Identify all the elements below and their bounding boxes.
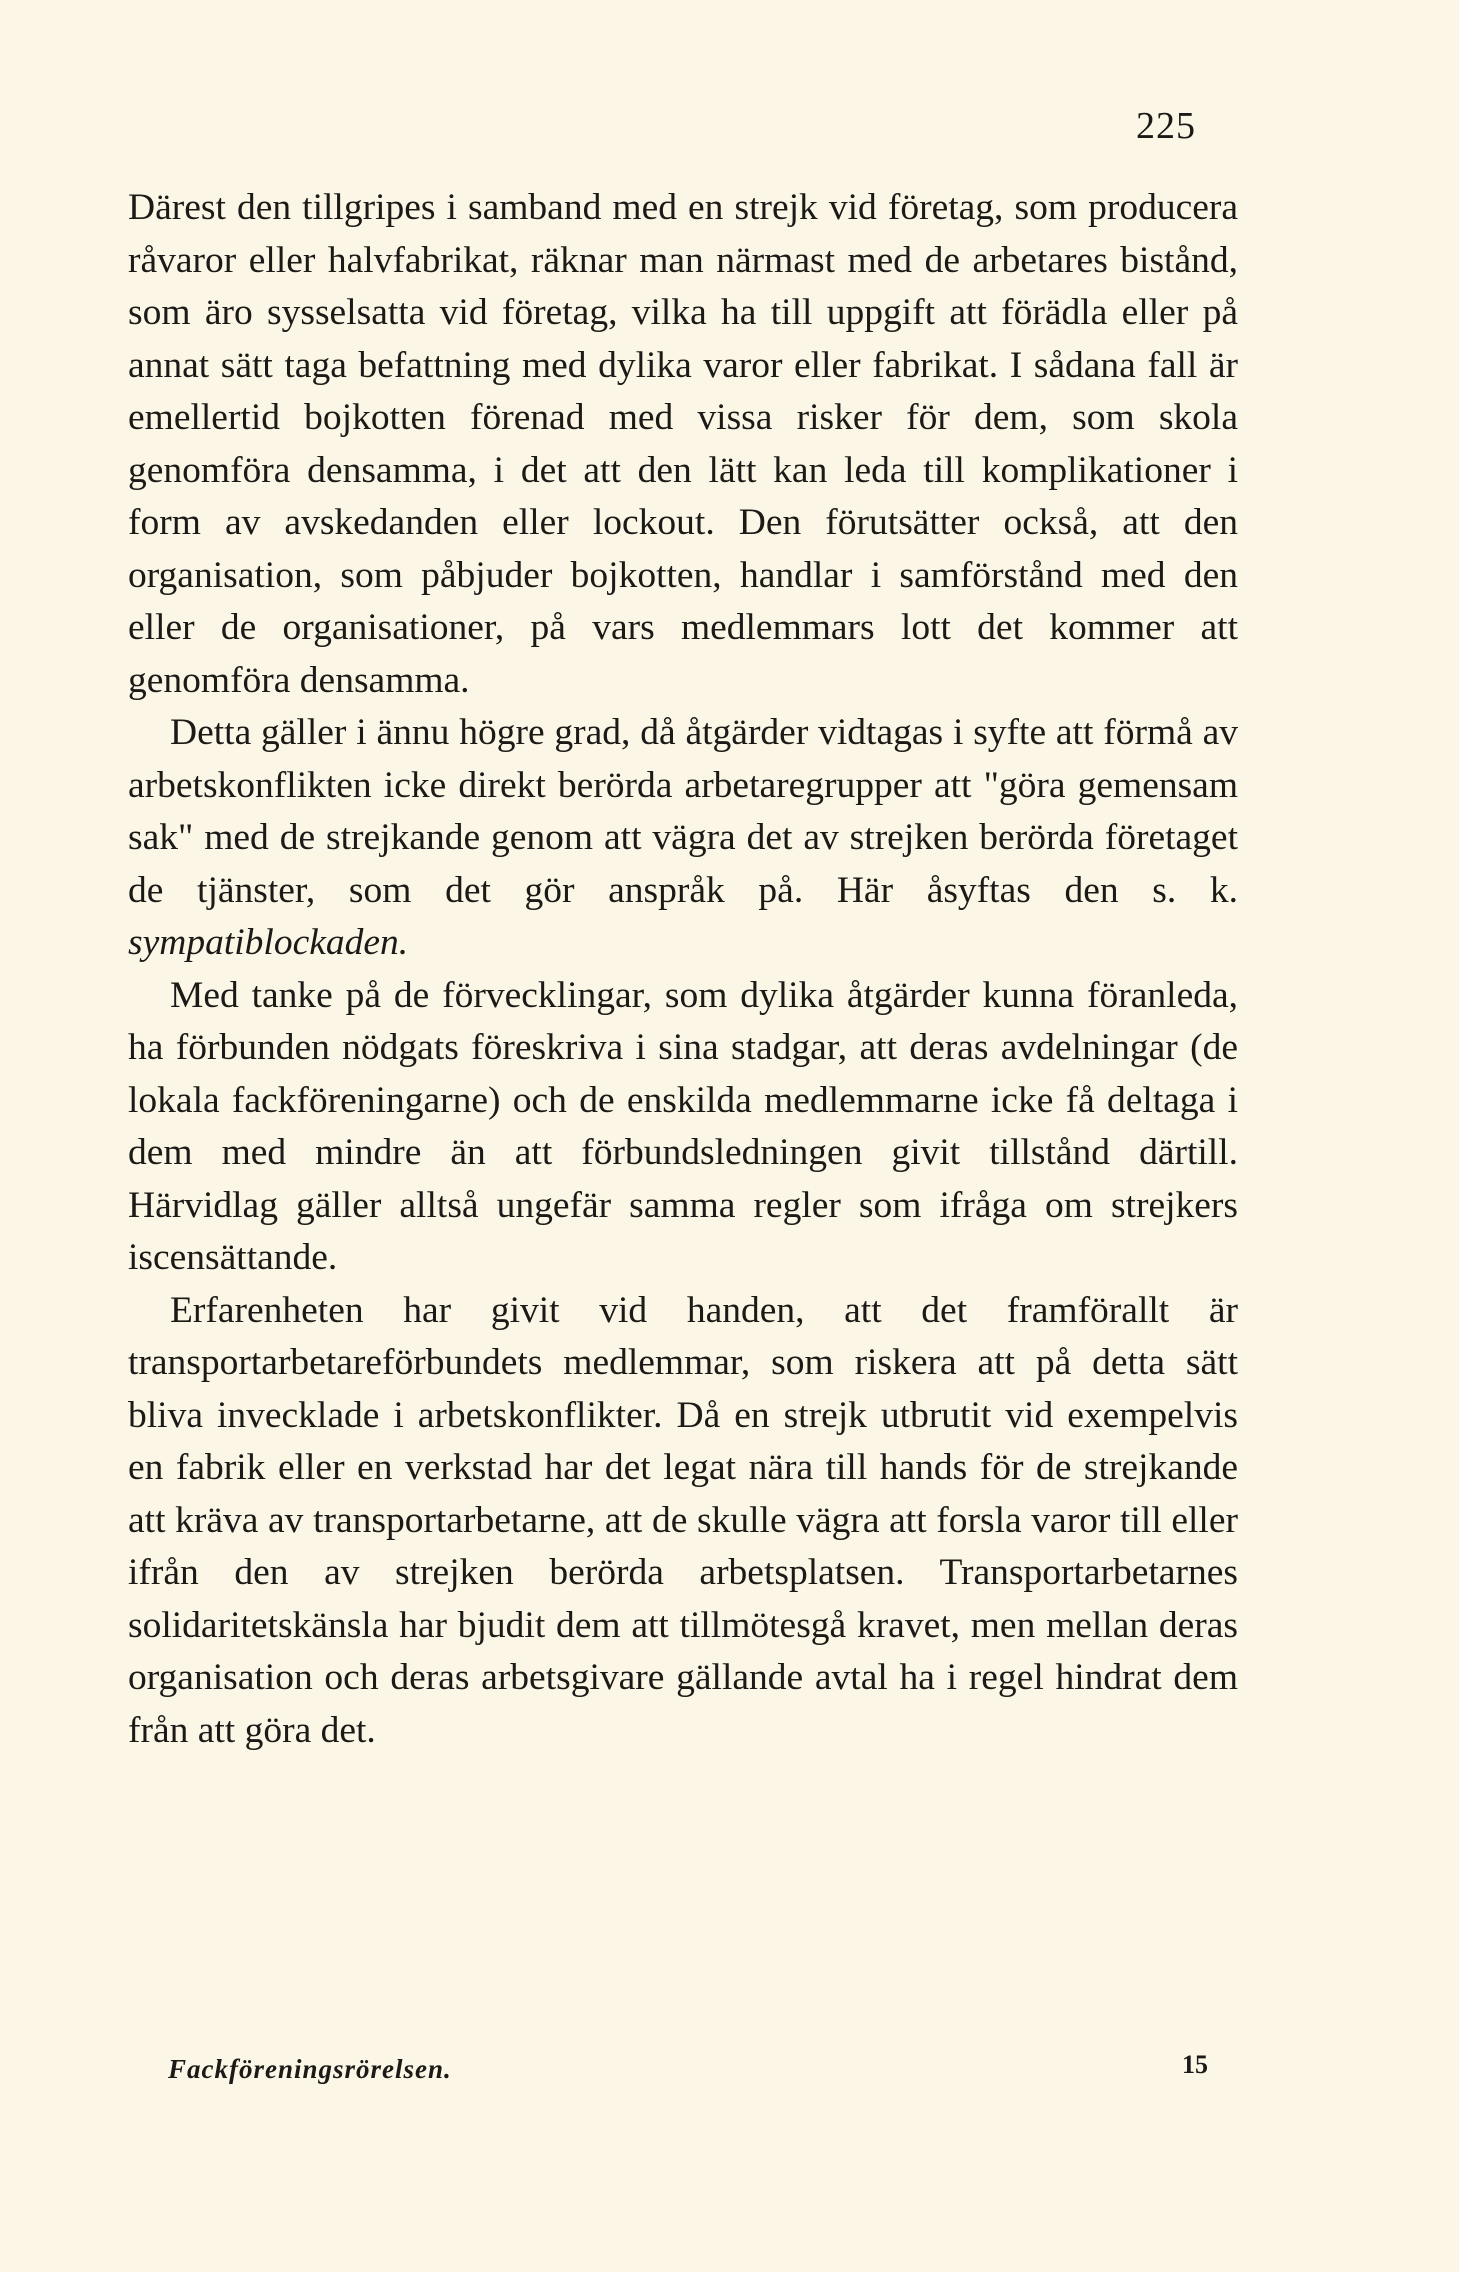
footer-book-title: Fackföreningsrörelsen.	[168, 2054, 452, 2084]
italic-term: sympatiblockaden.	[128, 922, 409, 963]
page-number: 225	[1136, 105, 1196, 147]
paragraph-2-text: Detta gäller i ännu högre grad, då åtgärder vidtagas i syfte att förmå av arbetskonflikten icke direkt berörda arbetaregrupper att "göra gemensam sak" med de strejkande genom att vägra det av strejken berörda företaget de tjänster, som det gör anspråk på. Här åsyftas den s. k.	[128, 712, 1238, 911]
paragraph-2	[128, 707, 1238, 970]
paragraph-4: Erfarenheten har givit vid handen, att det framförallt är transportarbetareförbundets medlemmar, som riskera att på detta sätt bliva invecklade i arbetskonflikter. Då en strejk utbrutit vid exempelvis en fabrik eller en verkstad har det legat nära till hands för de strejkande att kräva av transportarbetarne, att de skulle vägra att forsla varor till eller ifrån den av strejken berörda arbetsplatsen. Transportarbetarnes solidaritetskänsla har bjudit dem att tillmötesgå kravet, men mellan deras organisation och deras arbetsgivare gällande avtal ha i regel hindrat dem från att göra det.	[128, 1289, 1238, 1751]
paragraph-1: Därest den tillgripes i samband med en strejk vid företag, som producera råvaror eller halvfabrikat, räknar man närmast med de arbetares bistånd, som äro sysselsatta vid företag, vilka ha till uppgift att förädla eller på annat sätt taga befattning med dylika varor eller fabrikat. I sådana fall är emellertid bojkotten förenad med vissa risker för dem, som skola genomföra densamma, i det att den lätt kan leda till komplikationer i form av avskedanden eller lockout. Den förutsätter också, att den organisation, som påbjuder bojkotten, handlar i samförstånd med den eller de organisationer, på vars medlemmars lott det kommer att genomföra densamma.	[128, 187, 1238, 701]
body-text	[128, 182, 1238, 1757]
footer-signature-mark: 15	[1182, 2050, 1208, 2079]
paragraph-3: Med tanke på de förvecklingar, som dylika åtgärder kunna föranleda, ha förbunden nödgats föreskriva i sina stadgar, att deras avdelningar (de lokala fackföreningarne) och de enskilda medlemmarne icke få deltaga i dem med mindre än att förbundsledningen givit tillstånd därtill. Härvidlag gäller alltså ungefär samma regler som ifråga om strejkers iscensättande.	[128, 974, 1238, 1278]
